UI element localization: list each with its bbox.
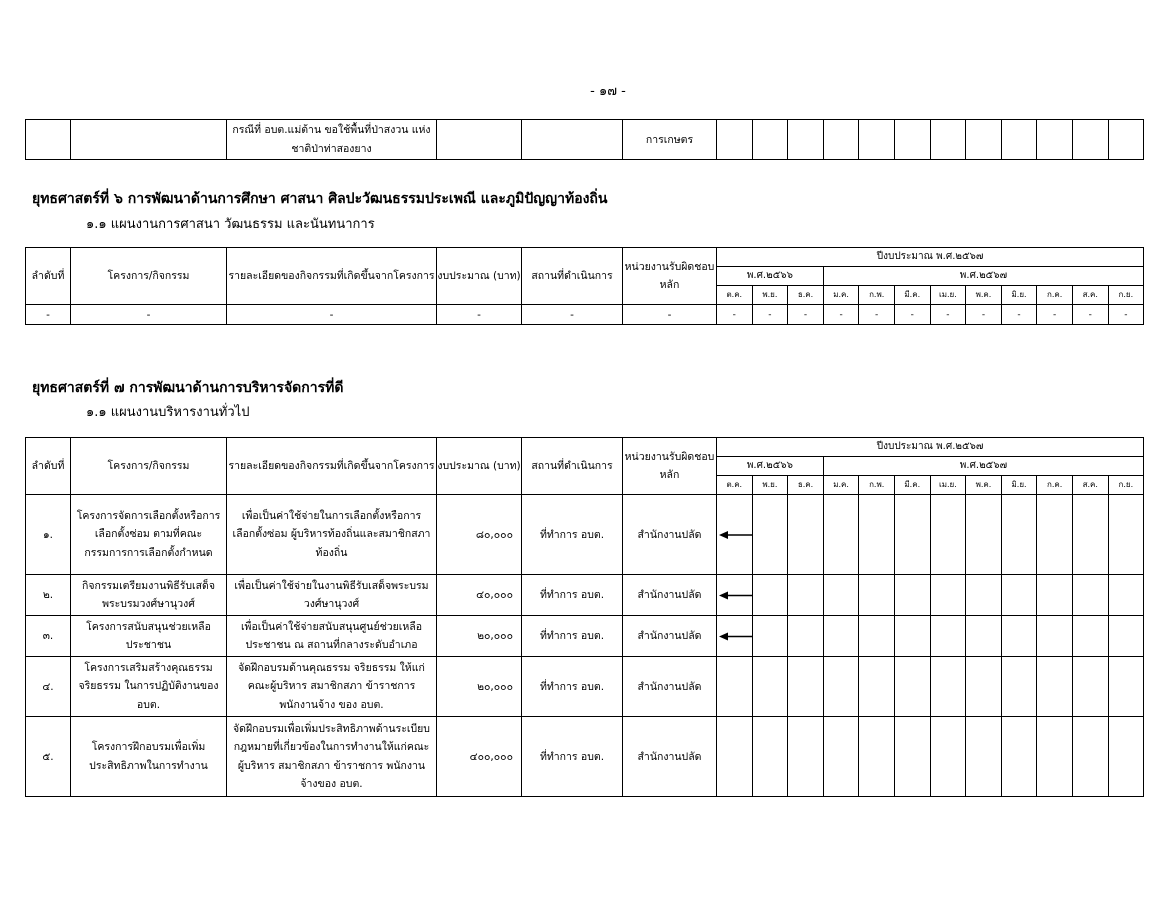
header-month: พ.ย. xyxy=(752,476,788,495)
budget: ๒๐,๐๐๐ xyxy=(437,616,522,657)
strategy7-title: ยุทธศาสตร์ที่ ๗ การพัฒนาด้านการบริหารจัดการที่ดี xyxy=(32,380,344,396)
month-cell xyxy=(717,575,753,616)
month-cell xyxy=(823,657,859,717)
month-cell xyxy=(752,717,788,797)
page-number: - ๑๗ - xyxy=(590,84,626,99)
project-details-text: จัดฝึกอบรมด้านคุณธรรม จริยธรรม ให้แก่คณะผู้บริหาร สมาชิกสภา ข้าราชการพนักงานจ้าง ของ อบต. xyxy=(238,661,425,711)
table-row xyxy=(26,305,1144,325)
row-number: ๔. xyxy=(26,657,71,717)
timeline-arrow xyxy=(717,657,718,658)
location: ที่ทำการ อบต. xyxy=(522,717,623,797)
project-details xyxy=(227,657,437,717)
row-number: ๒. xyxy=(26,575,71,616)
month-cell xyxy=(930,495,966,575)
month-cell xyxy=(1072,120,1108,160)
month-cell xyxy=(894,657,930,717)
header-responsible: หน่วยงานรับผิดชอบหลัก xyxy=(623,248,717,305)
arrow-head-left-icon xyxy=(719,531,728,539)
month-cell xyxy=(823,120,859,160)
header-row xyxy=(26,438,1144,457)
responsible-unit: สำนักงานปลัด xyxy=(623,495,717,575)
continuation-table xyxy=(25,119,1144,160)
month-cell xyxy=(1108,717,1144,797)
project-name xyxy=(71,616,227,657)
month-cell xyxy=(752,616,788,657)
month-cell: - xyxy=(752,305,788,325)
header-year-2566: พ.ศ.๒๕๖๖ xyxy=(717,267,824,286)
month-cell xyxy=(1108,616,1144,657)
header-fiscal-year: ปีงบประมาณ พ.ศ.๒๕๖๗ xyxy=(717,438,1144,457)
header-month: มิ.ย. xyxy=(1001,476,1037,495)
header-month: ก.ย. xyxy=(1108,286,1144,305)
project-name-text: โครงการจัดการเลือกตั้งหรือการเลือกตั้งซ่อม ตามที่คณะกรรมการการเลือกตั้งกำหนด xyxy=(76,509,221,559)
month-cell xyxy=(966,120,1002,160)
project-name-text: โครงการฝึกอบรมเพื่อเพิ่มประสิทธิภาพในการทำงาน xyxy=(89,741,208,772)
header-project: โครงการ/กิจกรรม xyxy=(71,438,227,495)
location: ที่ทำการ อบต. xyxy=(522,657,623,717)
row-number: ๓. xyxy=(26,616,71,657)
responsible-unit: สำนักงานปลัด xyxy=(623,657,717,717)
month-cell xyxy=(859,495,895,575)
month-cell xyxy=(966,616,1002,657)
header-budget: งบประมาณ (บาท) xyxy=(437,248,522,305)
month-cell xyxy=(894,120,930,160)
header-month: ม.ค. xyxy=(823,476,859,495)
month-cell xyxy=(717,717,753,797)
month-cell: - xyxy=(966,305,1002,325)
responsible-unit: สำนักงานปลัด xyxy=(623,616,717,657)
arrow-head-left-icon xyxy=(719,592,728,600)
month-cell: - xyxy=(894,305,930,325)
header-project: โครงการ/กิจกรรม xyxy=(71,248,227,305)
month-cell xyxy=(894,575,930,616)
header-no: ลำดับที่ xyxy=(26,438,71,495)
month-cell xyxy=(859,717,895,797)
timeline-arrow xyxy=(717,717,718,718)
month-cell xyxy=(930,616,966,657)
month-cell xyxy=(1108,495,1144,575)
location: ที่ทำการ อบต. xyxy=(522,616,623,657)
header-month: มิ.ย. xyxy=(1001,286,1037,305)
month-cell xyxy=(859,657,895,717)
month-cell xyxy=(930,657,966,717)
month-cell: - xyxy=(1072,305,1108,325)
header-month: ส.ค. xyxy=(1072,476,1108,495)
header-month: ก.พ. xyxy=(859,286,895,305)
row-number: ๑. xyxy=(26,495,71,575)
header-details: รายละเอียดของกิจกรรมที่เกิดขึ้นจากโครงการ xyxy=(227,438,437,495)
timeline-arrow xyxy=(717,495,718,496)
table-row xyxy=(26,657,1144,717)
month-cell xyxy=(823,616,859,657)
month-cell xyxy=(1072,495,1108,575)
month-cell xyxy=(788,657,824,717)
header-month: พ.ค. xyxy=(966,286,1002,305)
header-month: มี.ค. xyxy=(894,476,930,495)
month-cell xyxy=(752,495,788,575)
row-number xyxy=(26,120,71,160)
timeline-arrow xyxy=(717,616,718,617)
header-month: พ.ย. xyxy=(752,286,788,305)
month-cell xyxy=(894,616,930,657)
month-cell xyxy=(1108,120,1144,160)
project-name-text: โครงการสนับสนุนช่วยเหลือประชาชน xyxy=(86,620,211,651)
strategy6-title: ยุทธศาสตร์ที่ ๖ การพัฒนาด้านการศึกษา ศาสนา ศิลปะวัฒนธรรมประเพณี และภูมิปัญญาท้องถิ่น xyxy=(32,191,608,207)
project-details-text: เพื่อเป็นค่าใช้จ่ายสนับสนุนศูนย์ช่วยเหลือประชาชน ณ สถานที่กลางระดับอำเภอ xyxy=(240,620,423,651)
month-cell xyxy=(966,575,1002,616)
budget: ๘๐,๐๐๐ xyxy=(437,495,522,575)
project-name xyxy=(71,717,227,797)
budget: ๔๐๐,๐๐๐ xyxy=(437,717,522,797)
header-month: ก.ย. xyxy=(1108,476,1144,495)
month-cell xyxy=(1001,657,1037,717)
month-cell xyxy=(1037,495,1073,575)
budget: ๒๐,๐๐๐ xyxy=(437,657,522,717)
month-cell xyxy=(752,120,788,160)
month-cell xyxy=(788,717,824,797)
header-month: ก.ค. xyxy=(1037,286,1073,305)
month-cell: - xyxy=(1001,305,1037,325)
month-cell xyxy=(752,575,788,616)
month-cell xyxy=(859,120,895,160)
month-cell xyxy=(894,717,930,797)
month-cell: - xyxy=(859,305,895,325)
month-cell xyxy=(717,657,753,717)
month-cell xyxy=(1072,657,1108,717)
table-row xyxy=(26,616,1144,657)
header-month: ม.ค. xyxy=(823,286,859,305)
month-cell xyxy=(717,616,753,657)
header-year-2567: พ.ศ.๒๕๖๗ xyxy=(823,457,1143,476)
month-cell xyxy=(1108,657,1144,717)
month-cell xyxy=(717,120,753,160)
month-cell xyxy=(788,495,824,575)
header-month: เม.ย. xyxy=(930,286,966,305)
month-cell xyxy=(930,717,966,797)
project-details-text: เพื่อเป็นค่าใช้จ่ายในการเลือกตั้งหรือการเลือกตั้งซ่อม ผู้บริหารท้องถิ่นและสมาชิกสภาท้องถิ่น xyxy=(232,509,431,559)
month-cell xyxy=(788,616,824,657)
month-cell xyxy=(930,575,966,616)
header-month: ก.พ. xyxy=(859,476,895,495)
arrow-head-left-icon xyxy=(719,633,728,641)
month-cell: - xyxy=(823,305,859,325)
project-name-text: โครงการเสริมสร้างคุณธรรมจริยธรรม ในการปฏิบัติงานของ อบต. xyxy=(78,661,219,711)
month-cell xyxy=(1001,120,1037,160)
month-cell xyxy=(1037,657,1073,717)
month-cell: - xyxy=(1108,305,1144,325)
header-month: ส.ค. xyxy=(1072,286,1108,305)
project-details xyxy=(227,575,437,616)
strategy6-table xyxy=(25,247,1144,325)
table-row xyxy=(26,717,1144,797)
month-cell xyxy=(930,120,966,160)
project-details-text: จัดฝึกอบรมเพื่อเพิ่มประสิทธิภาพด้านระเบียบ กฎหมายที่เกี่ยวข้องในการทำงานให้แก่คณะผู้บริหาร สมาชิกสภา ข้าราชการ พนักงานจ้างของ อบต. xyxy=(233,722,430,790)
project-details-text: กรณีที่ อบต.แม่ต้าน ขอใช้พื้นที่ป่าสงวน แห่งชาติป่าท่าสองยาง xyxy=(232,124,431,155)
month-cell xyxy=(1001,616,1037,657)
month-cell xyxy=(1072,717,1108,797)
table-row xyxy=(26,120,1144,160)
month-cell xyxy=(1037,717,1073,797)
budget xyxy=(437,120,522,160)
header-month: พ.ค. xyxy=(966,476,1002,495)
header-location: สถานที่ดำเนินการ xyxy=(522,438,623,495)
location: - xyxy=(522,305,623,325)
location: ที่ทำการ อบต. xyxy=(522,495,623,575)
row-number: ๕. xyxy=(26,717,71,797)
month-cell: - xyxy=(717,305,753,325)
project-details-text: เพื่อเป็นค่าใช้จ่ายในงานพิธีรับเสด็จพระบรมวงศ์ษานุวงศ์ xyxy=(234,579,429,610)
month-cell xyxy=(859,575,895,616)
budget: - xyxy=(437,305,522,325)
month-cell xyxy=(788,120,824,160)
project-details: - xyxy=(227,305,437,325)
month-cell xyxy=(966,717,1002,797)
header-month: ก.ค. xyxy=(1037,476,1073,495)
responsible-unit: - xyxy=(623,305,717,325)
responsible-unit: สำนักงานปลัด xyxy=(623,717,717,797)
header-row xyxy=(26,248,1144,267)
budget: ๔๐,๐๐๐ xyxy=(437,575,522,616)
month-cell xyxy=(1108,575,1144,616)
month-cell xyxy=(1037,120,1073,160)
month-cell: - xyxy=(1037,305,1073,325)
project-details xyxy=(227,495,437,575)
header-responsible: หน่วยงานรับผิดชอบหลัก xyxy=(623,438,717,495)
header-budget: งบประมาณ (บาท) xyxy=(437,438,522,495)
header-month: ต.ค. xyxy=(717,286,753,305)
month-cell xyxy=(1001,717,1037,797)
month-cell xyxy=(823,575,859,616)
timeline-arrow xyxy=(717,575,718,576)
header-year-2567: พ.ศ.๒๕๖๗ xyxy=(823,267,1143,286)
month-cell xyxy=(1037,616,1073,657)
month-cell xyxy=(823,495,859,575)
header-no: ลำดับที่ xyxy=(26,248,71,305)
header-year-2566: พ.ศ.๒๕๖๖ xyxy=(717,457,824,476)
month-cell xyxy=(1072,575,1108,616)
project-details xyxy=(227,717,437,797)
month-cell xyxy=(752,657,788,717)
month-cell: - xyxy=(788,305,824,325)
month-cell xyxy=(966,657,1002,717)
month-cell xyxy=(859,616,895,657)
header-details: รายละเอียดของกิจกรรมที่เกิดขึ้นจากโครงการ xyxy=(227,248,437,305)
month-cell xyxy=(1001,495,1037,575)
header-location: สถานที่ดำเนินการ xyxy=(522,248,623,305)
header-fiscal-year: ปีงบประมาณ พ.ศ.๒๕๖๗ xyxy=(717,248,1144,267)
table-row xyxy=(26,495,1144,575)
month-cell xyxy=(1037,575,1073,616)
month-cell xyxy=(717,495,753,575)
project-name xyxy=(71,657,227,717)
location xyxy=(522,120,623,160)
month-cell xyxy=(894,495,930,575)
month-cell xyxy=(966,495,1002,575)
header-month: ธ.ค. xyxy=(788,476,824,495)
table-row xyxy=(26,575,1144,616)
project-details xyxy=(227,616,437,657)
strategy7-table xyxy=(25,437,1144,797)
strategy7-plan: ๑.๑ แผนงานบริหารงานทั่วไป xyxy=(86,405,250,420)
responsible-unit: สำนักงานปลัด xyxy=(623,575,717,616)
month-cell xyxy=(1072,616,1108,657)
header-month: เม.ย. xyxy=(930,476,966,495)
month-cell xyxy=(823,717,859,797)
month-cell xyxy=(788,575,824,616)
project-name xyxy=(71,575,227,616)
location: ที่ทำการ อบต. xyxy=(522,575,623,616)
strategy6-plan: ๑.๑ แผนงานการศาสนา วัฒนธรรม และนันทนาการ xyxy=(86,217,375,232)
project-name: - xyxy=(71,305,227,325)
project-name xyxy=(71,495,227,575)
month-cell: - xyxy=(930,305,966,325)
header-month: มี.ค. xyxy=(894,286,930,305)
project-name xyxy=(71,120,227,160)
month-cell xyxy=(1001,575,1037,616)
project-name-text: กิจกรรมเตรียมงานพิธีรับเสด็จพระบรมวงศ์ษานุวงศ์ xyxy=(82,579,215,610)
row-number: - xyxy=(26,305,71,325)
header-month: ต.ค. xyxy=(717,476,753,495)
responsible-unit: การเกษตร xyxy=(623,120,717,160)
project-details xyxy=(227,120,437,160)
header-month: ธ.ค. xyxy=(788,286,824,305)
